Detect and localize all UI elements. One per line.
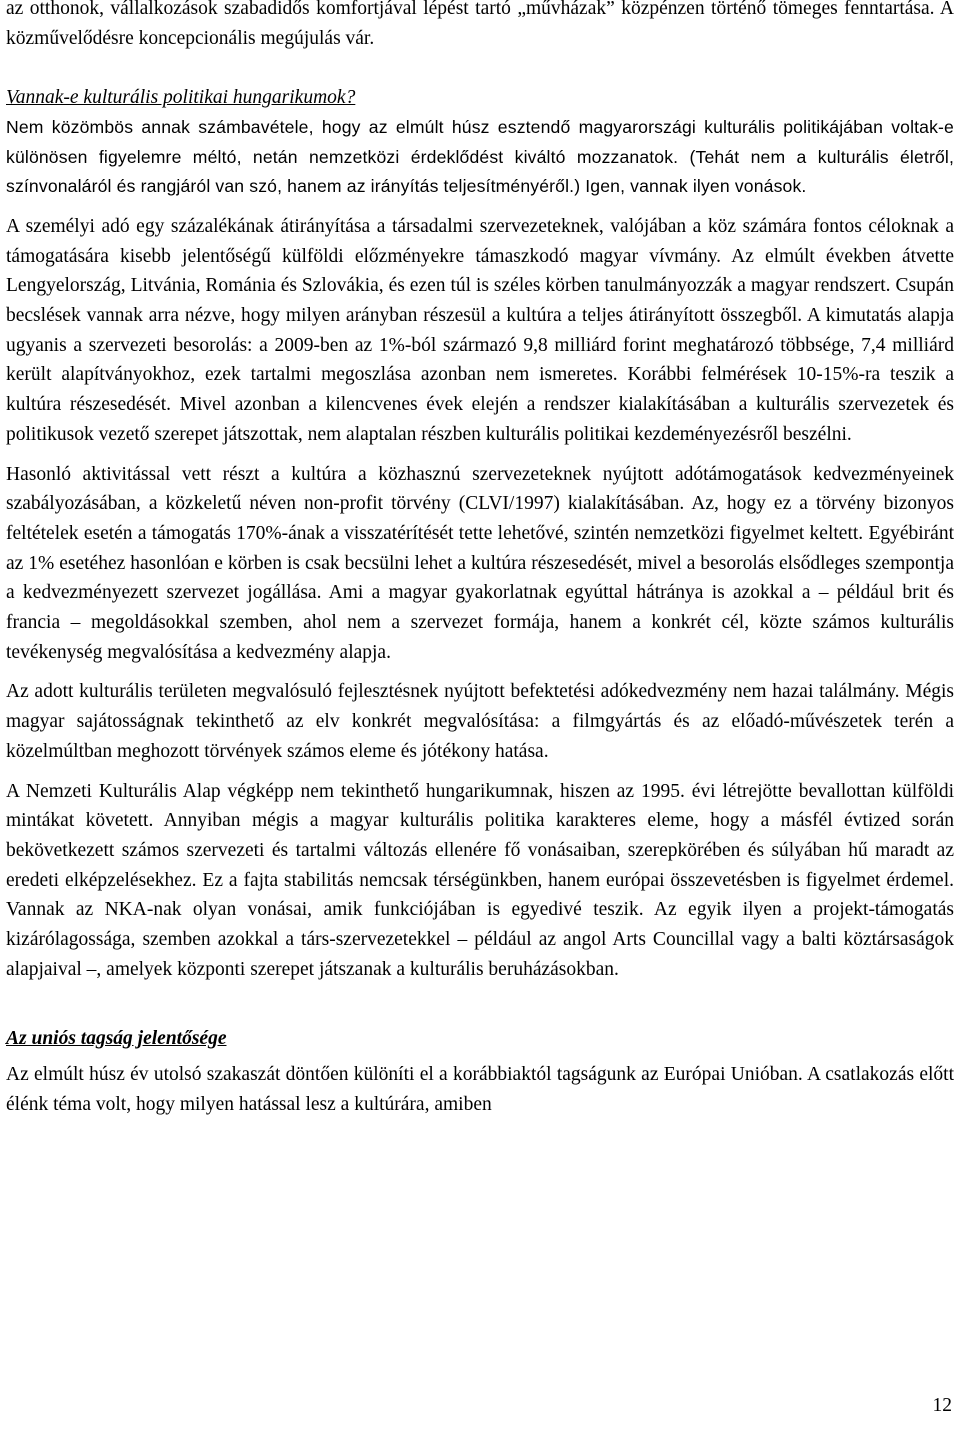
section-heading-unios-tagsag: Az uniós tagság jelentősége (6, 1028, 227, 1050)
paragraph-nonprofit-torveny: Hasonló aktivitással vett részt a kultúra a közhasznú szervezeteknek nyújtott adótámogatások kedvezményeinek szabályozásában, a közkeletű néven non-profit törvény (CLVI/1997) kialakításában. Az, hogy ez a törvény bizonyos feltételek esetén a támogatás 170%-ának a visszatérítését tette lehetővé, szintén nemzetközi figyelmet keltett. Egyébiránt az 1% esetéhez hasonlóan e körben is csak becsülni lehet a kultúra részesedését, mivel a besorolás elsődleges szempontja a kedvezményezett szervezet jogállása. Ami a magyar gyakorlatnak egyúttal hátránya is azokkal a – például brit és francia – megoldásokkal szemben, ahol nem a szervezet formája, hanem a konkrét cél, közte számos kulturális tevékenység megvalósítása a kedvezmény alapja. (6, 463, 954, 663)
page-number: 12 (932, 1395, 952, 1416)
paragraph-intro-continuation: az otthonok, vállalkozások szabadidős komfortjával lépést tartó „művházak” közpénzen történő tömeges fenntartása. A közművelődésre koncepcionális megújulás vár. (6, 0, 954, 49)
paragraph-nka: A Nemzeti Kulturális Alap végképp nem tekinthető hungarikumnak, hiszen az 1995. évi létrejötte bevallottan külföldi mintákat követett. Annyiban mégis a magyar kulturális politika karakteres eleme, hogy a másfél évtized során bekövetkezett számos szervezeti és tartalmi változás ellenére fő vonásaiban, szerepkörében és súlyában hű maradt az eredeti elképzelésekhez. Ez a fajta stabilitás nemcsak térségünkben, hanem európai összevetésben is figyelmet érdemel. Vannak az NKA-nak olyan vonásai, amik funkciójában is egyedivé teszik. Az egyik ilyen a projekt-támogatás kizárólagossága, szemben azokkal a társ-szervezetekkel – például az angol Arts Councillal vagy a balti köztársaságok alapjaival –, amelyek központi szerepet játszanak a kulturális beruházásokban. (6, 780, 954, 980)
paragraph-szja-1-szazalek: A személyi adó egy százalékának átirányítása a társadalmi szervezeteknek, valójában a köz számára fontos céloknak a támogatására kisebb jelentőségű külföldi előzményekre támaszkodó magyar vívmány. Az elmúlt években átvette Lengyelország, Litvánia, Románia és Szlovákia, és ezen túl is széles körben tanulmányozzák a magyar rendszert. Csupán becslések vannak arra nézve, hogy milyen arányban részesül a kultúra a teljes átirányított összegből. A kimutatás alapja ugyanis a szervezeti besorolás: a 2009-ben az 1%-ból származó 9,8 milliárd forint meghatározó többsége, 7,4 milliárd került alapítványokhoz, ezek tartalmi megoszlása azonban nem ismeretes. Korábbi felmérések 10-15%-ra teszik a kultúra részesedését. Mivel azonban a kilencvenes évek elején a rendszer kialakításában a kulturális szervezetek és politikusok vezető szerepet játszottak, nem alaptalan részben kulturális politikai kezdeményezésről beszélni. (6, 215, 954, 445)
paragraph-sans-serif: Nem közömbös annak számbavétele, hogy az elmúlt húsz esztendő magyarországi kulturális politikájában voltak-e különösen figyelemre méltó, netán nemzetközi érdeklődést kiváltó mozzanatok. (Tehát nem a kulturális életről, színvonaláról és rangjáról van szó, hanem az irányítás teljesítményéről.) Igen, vannak ilyen vonások. (6, 116, 954, 197)
paragraph-adokedvezmeny: Az adott kulturális területen megvalósuló fejlesztésnek nyújtott befektetési adókedvezmény nem hazai találmány. Mégis magyar sajátosságnak tekinthető az elv konkrét megvalósítása: a filmgyártás és az előadó-művészetek terén a közelmúltban meghozott törvények számos eleme és jótékony hatása. (6, 681, 954, 762)
document-page (6, 0, 954, 1120)
section-heading-hungarikumok: Vannak-e kulturális politikai hungarikumok? (6, 87, 356, 109)
paragraph-unios-tagsag: Az elmúlt húsz év utolsó szakaszát döntően különíti el a korábbiaktól tagságunk az Európai Unióban. A csatlakozás előtt élénk téma volt, hogy milyen hatással lesz a kultúrára, amiben (6, 1064, 954, 1115)
